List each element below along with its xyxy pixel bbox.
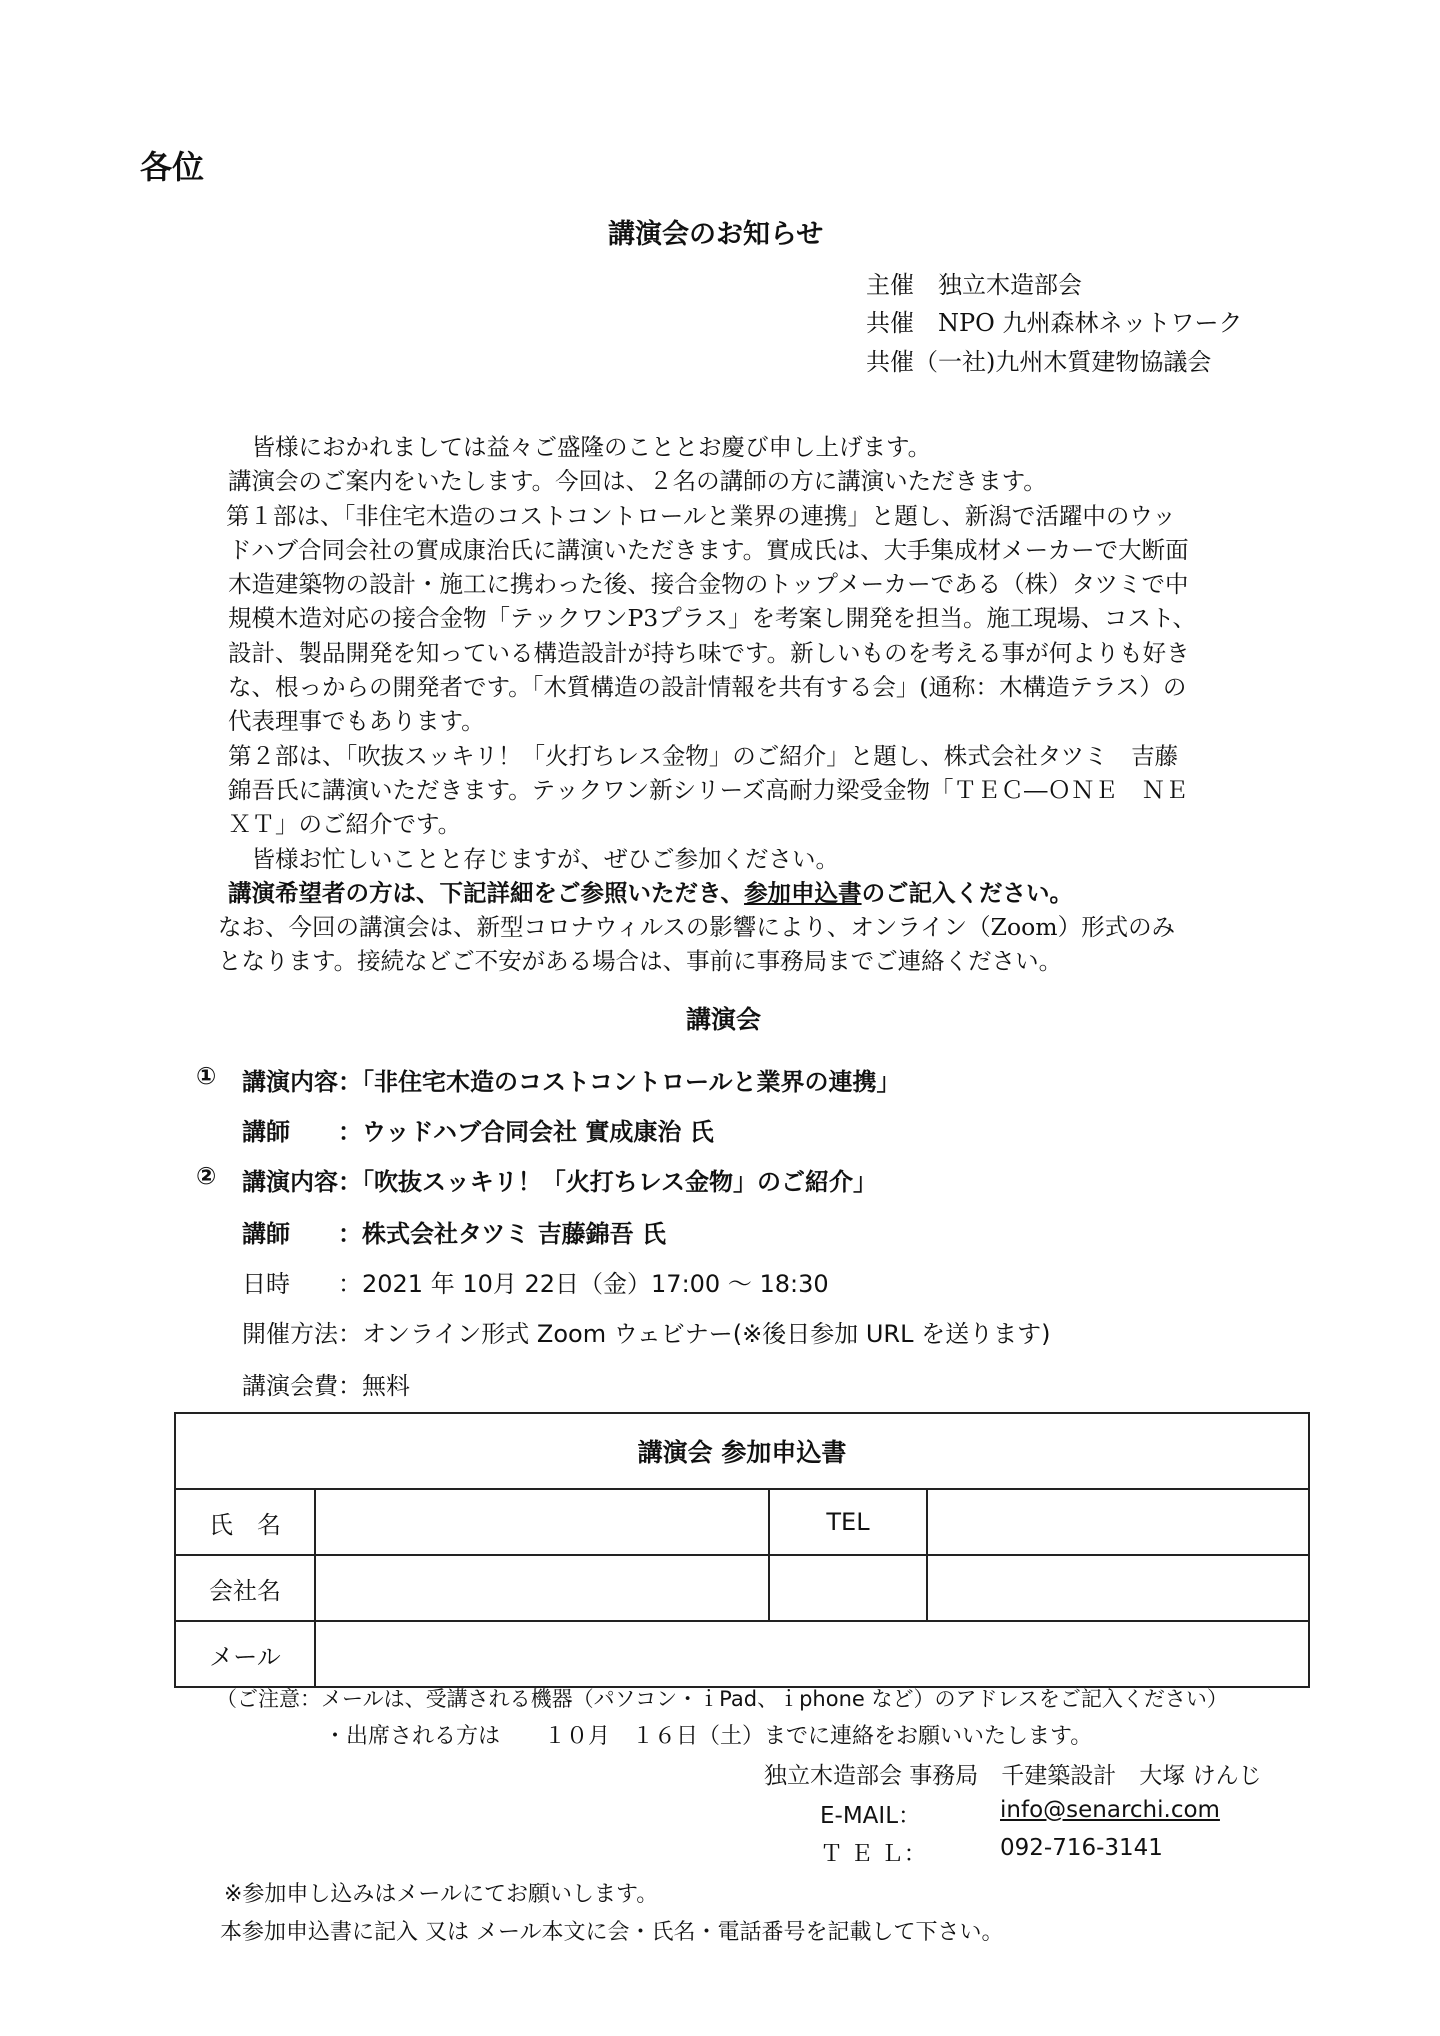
body-line: 皆様におかれましては益々ご盛隆のこととお慶び申し上げます。 [228,433,932,461]
section-title: 講演会 [686,1005,762,1034]
company-field[interactable] [315,1555,769,1621]
name-field[interactable] [315,1489,769,1555]
organizer-host: 主催 独立木造部会 [866,271,1082,299]
lecture-2-content: ② 講演内容：「吹抜スッキリ！「火打ちレス金物」のご紹介」 [196,1162,878,1196]
organizer-cohost-2: 共催（一社)九州木質建物協議会 [866,348,1212,376]
tel-number: 092‐716‐3141 [1000,1835,1163,1861]
event-method: 開催方法：オンライン形式 Zoom ウェビナー(※後日参加 URL を送ります) [242,1320,1051,1348]
tel-label: TEL [769,1489,927,1555]
company-extra-field[interactable] [927,1555,1309,1621]
office-info: 独立木造部会 事務局 千建築設計 大塚 けんじ [764,1763,1262,1789]
body-line: 木造建築物の設計・施工に携わった後、接合金物のトップメーカーである（株）タツミで中 [228,570,1189,599]
name-label: 氏 名 [175,1489,315,1555]
deadline-note: ・出席される方は １０月 １６日（土）までに連絡をお願いいたします。 [324,1724,1093,1749]
mail-label: メール [175,1621,315,1687]
email-link[interactable]: info@senarchi.com [1000,1797,1220,1823]
salutation: 各位 [140,148,205,186]
body-line: ドハブ合同会社の實成康治氏に講演いただきます。實成氏は、大手集成材メーカーで大断面 [228,535,1189,564]
caution-note: （ご注意：メールは、受講される機器（パソコン・ｉPad、ｉphone など）のアドレスをご記入ください） [216,1687,1228,1711]
lecture-1-speaker: 講師 ：ウッドハブ合同会社 實成康治 氏 [242,1118,714,1146]
event-fee: 講演会費：無料 [242,1372,410,1400]
tel-info-label: Ｔ Ｅ Ｌ： [820,1841,927,1867]
page-title: 講演会のお知らせ [608,219,824,250]
body-line: な、根っからの開発者です。「木質構造の設計情報を共有する会」(通称：木構造テラス）の [228,673,1187,702]
apply-instruction: 講演希望者の方は、下記詳細をご参照いただき、参加申込書のご記入ください。 [228,878,1074,907]
body-line: 講演会のご案内をいたします。今回は、２名の講師の方に講演いただきます。 [228,467,1047,496]
tel-field[interactable] [927,1489,1309,1555]
body-line: 設計、製品開発を知っている構造設計が持ち味です。新しいものを考える事が何よりも好き [228,638,1190,667]
notice-line: となります。接続などご不安がある場合は、事前に事務局までご連絡ください。 [218,947,1063,976]
lecture-1-content: ① 講演内容：「非住宅木造のコストコントロールと業界の連携」 [196,1062,901,1096]
footnote-1: ※参加申し込みはメールにてお願いします。 [224,1882,659,1907]
lecture-2-speaker: 講師 ：株式会社タツミ 吉藤錦吾 氏 [242,1220,666,1248]
lecture-2-number: ② [196,1162,217,1190]
mail-field[interactable] [315,1621,1309,1687]
body-line: 錦吾氏に講演いただきます。テックワン新シリーズ高耐力梁受金物「ＴＥＣ―ＯＮＥ ＮＥ [228,775,1189,804]
application-form-link[interactable]: 参加申込書 [744,878,862,907]
company-label: 会社名 [175,1555,315,1621]
footnote-2: 本参加申込書に記入 又は メール本文に会・氏名・電話番号を記載して下さい。 [220,1920,1004,1945]
body-line: 第１部は、「非住宅木造のコストコントロールと業界の連携」と題し、新潟で活躍中のウッ [226,501,1176,530]
organizer-cohost-1: 共催 NPO 九州森林ネットワーク [866,309,1243,337]
body-line: 第２部は、「吹抜スッキリ！「火打ちレス金物」のご紹介」と題し、株式会社タツミ 吉藤 [228,741,1179,770]
event-datetime: 日時 ：2021 年 10月 22日（金）17:00 ～ 18:30 [242,1270,829,1298]
body-line: 規模木造対応の接合金物「テックワンP3プラス」を考案し開発を担当。施工現場、コスト、 [228,604,1196,633]
notice-line: なお、今回の講演会は、新型コロナウィルスの影響により、オンライン（Zoom）形式のみ [218,913,1176,942]
body-line: 皆様お忙しいことと存じますが、ぜひご参加ください。 [228,844,839,873]
email-label: E‐MAIL： [820,1803,922,1829]
company-extra-cell[interactable] [769,1555,927,1621]
body-line: 代表理事でもあります。 [228,707,485,736]
application-form [174,1412,1310,1688]
form-title: 講演会 参加申込書 [175,1413,1309,1489]
body-text [218,430,1228,979]
lecture-1-number: ① [196,1062,217,1090]
body-line: ＸＴ」のご紹介です。 [228,810,462,839]
